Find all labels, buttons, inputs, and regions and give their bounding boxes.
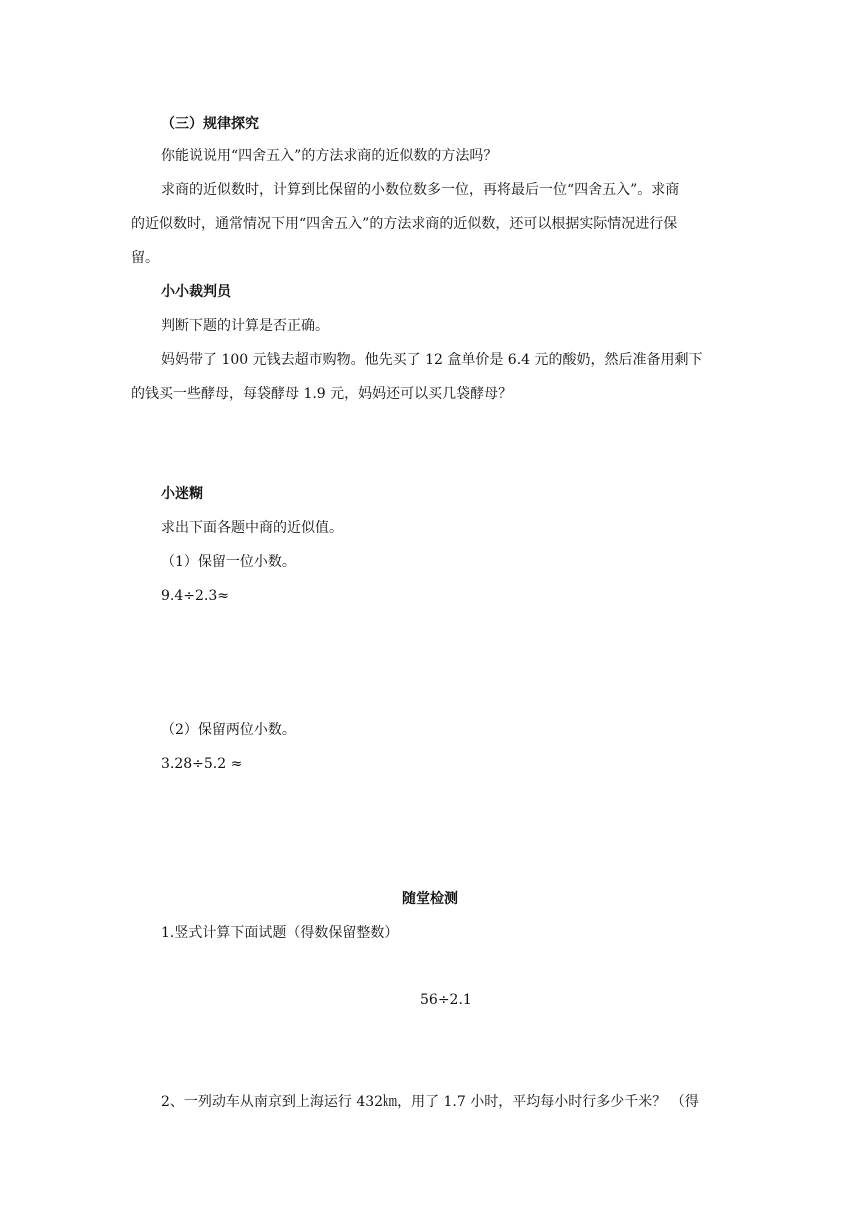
answer-line-3: 留。 — [131, 250, 159, 266]
judge-problem-line-2: 的钱买一些酵母，每袋酵母 1.9 元，妈妈还可以买几袋酵母？ — [131, 386, 513, 402]
section-heading-little-judge: 小小裁判员 — [161, 284, 231, 300]
question-text: 你能说说用“四舍五入”的方法求商的近似数的方法吗？ — [161, 148, 498, 164]
quiz-question-1-expression: 56÷2.1 — [420, 992, 472, 1008]
quiz-question-1: 1.竖式计算下面试题（得数保留整数） — [161, 925, 399, 941]
part2-label: （2）保留两位小数。 — [161, 722, 296, 738]
section-heading-quiz: 随堂检测 — [402, 891, 458, 907]
part1-expression: 9.4÷2.3≈ — [161, 588, 229, 604]
section-heading-pattern-exploration: （三）规律探究 — [161, 116, 259, 132]
answer-line-1: 求商的近似数时，计算到比保留的小数位数多一位，再将最后一位“四舍五入”。求商 — [161, 182, 680, 198]
confused-instruction: 求出下面各题中商的近似值。 — [161, 520, 343, 536]
quiz-question-2: 2、一列动车从南京到上海运行 432㎞，用了 1.7 小时，平均每小时行多少千米？ （得 — [161, 1094, 699, 1110]
judge-instruction: 判断下题的计算是否正确。 — [161, 318, 329, 334]
part1-label: （1）保留一位小数。 — [161, 554, 296, 570]
judge-problem-line-1: 妈妈带了 100 元钱去超市购物。他先买了 12 盒单价是 6.4 元的酸奶，然后准备用剩下 — [161, 352, 703, 368]
part2-expression: 3.28÷5.2 ≈ — [161, 756, 243, 772]
section-heading-little-confused: 小迷糊 — [161, 486, 203, 502]
answer-line-2: 的近似数时，通常情况下用“四舍五入”的方法求商的近似数，还可以根据实际情况进行保 — [131, 216, 678, 232]
